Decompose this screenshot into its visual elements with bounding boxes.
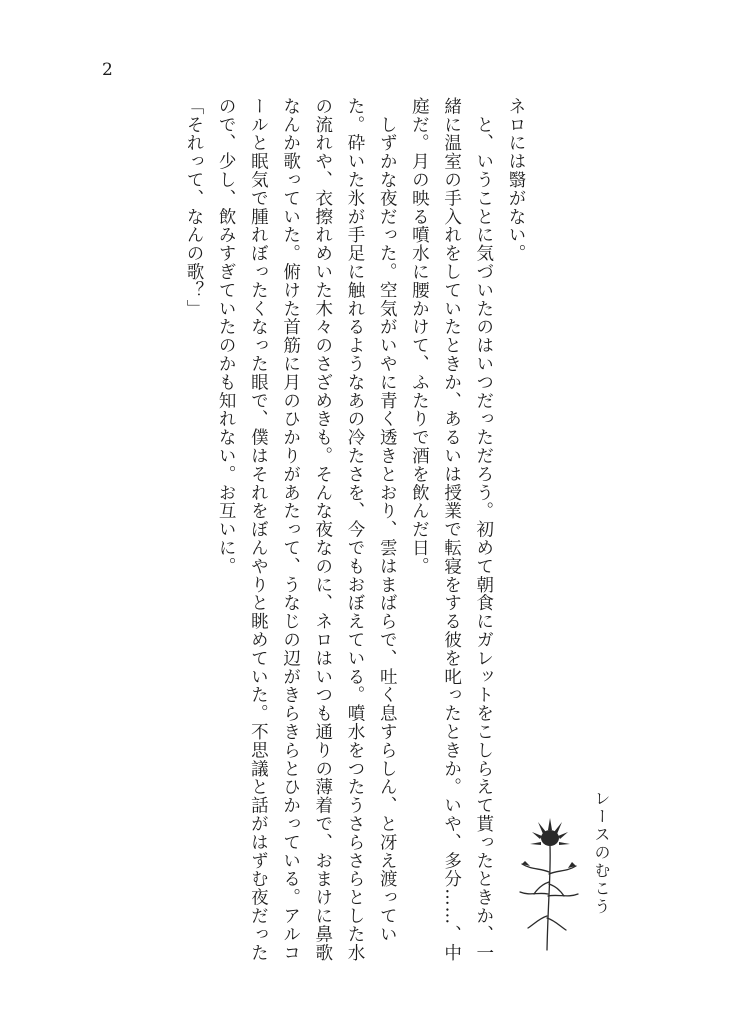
paragraph: 「それって、なんの歌？」	[183, 97, 204, 318]
paragraph: ネロには翳がない。	[506, 97, 526, 263]
flower-illustration-icon	[510, 812, 588, 952]
paragraph: と、いうことに気づいたのはいつだっただろう。初めて朝食にガレットをこしらえて貰ったときか、一緒に温室の手入れをしていたときか、あるいは授業で転寝をする彼を叱ったときか。いや、多分……、中庭だ。月の映る噴水に腰かけて、ふたりで酒を飲んだ日。	[409, 97, 494, 962]
paragraph: しずかな夜だった。空気がいやに青く透きとおり、雲はまばらで、吐く息すらしん、と冴え渡っていた。砕いた氷が手足に触れるようなあの冷たさを、今でもおぼえている。噴水をつたうさらさらとした水の流れや、衣擦れめいた木々のさざめきも。そんな夜なのに、ネロはいつも通りの薄着で、おまけに鼻歌なんか歌っていた。俯けた首筋に月のひかりがあたって、うなじの辺がきらきらとひかっている。アルコールと眠気で腫れぼったくなった眼で、僕はそれをぼんやりと眺めていた。不思議と話がはずむ夜だったので、少し、飲みすぎていたのかも知れない。お互いに。	[216, 97, 398, 962]
chapter-title: レースのむこう	[592, 790, 611, 916]
body-text	[132, 97, 532, 967]
page-number: 2	[102, 60, 113, 80]
